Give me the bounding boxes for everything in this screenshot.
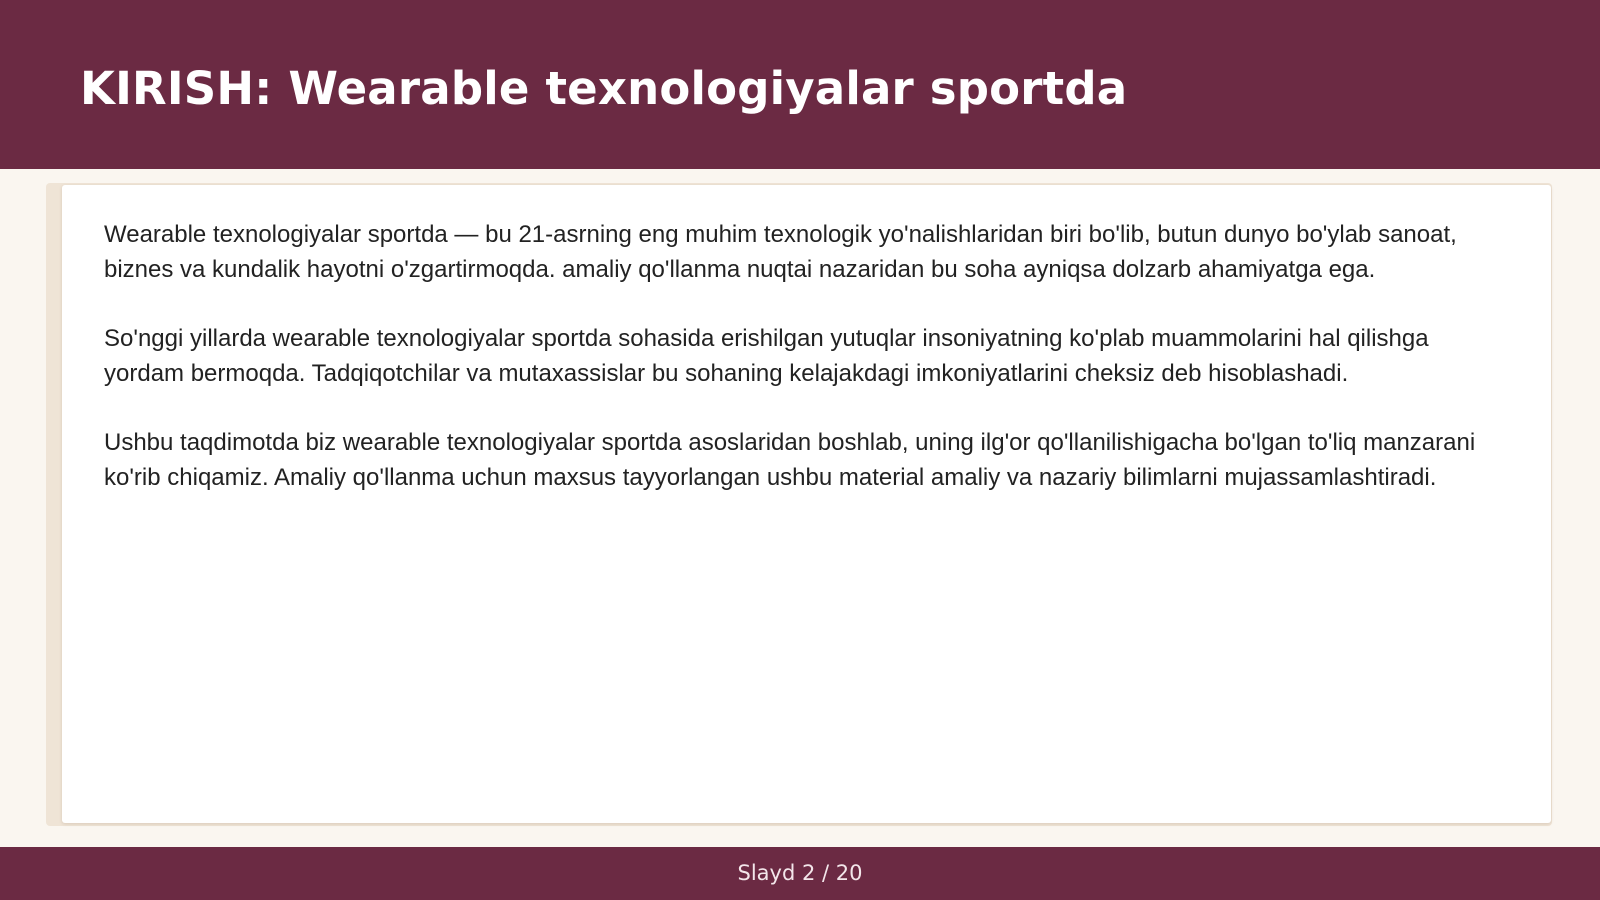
slide-header	[0, 0, 1600, 169]
content-card	[62, 185, 1551, 823]
paragraph-overview: Ushbu taqdimotda biz wearable texnologiyalar sportda asoslaridan boshlab, uning ilg'or qo'llanilishigacha bo'lgan to'liq manzarani ko'rib chiqamiz. Amaliy qo'llanma uchun maxsus tayyorlangan ushbu material amaliy va nazariy bilimlarni mujassamlashtiradi.	[104, 429, 1476, 491]
slide-counter: Slayd 2 / 20	[737, 861, 863, 885]
slide-footer	[0, 847, 1600, 900]
paragraph-achievements: So'nggi yillarda wearable texnologiyalar sportda sohasida erishilgan yutuqlar insoniyatning ko'plab muammolarini hal qilishga yordam bermoqda. Tadqiqotchilar va mutaxassislar bu sohaning kelajakdagi imkoniyatlarini cheksiz deb hisoblashadi.	[104, 325, 1429, 387]
slide-title: KIRISH: Wearable texnologiyalar sportda	[80, 62, 1128, 115]
paragraph-intro: Wearable texnologiyalar sportda — bu 21-asrning eng muhim texnologik yo'nalishlaridan biri bo'lib, butun dunyo bo'ylab sanoat, biznes va kundalik hayotni o'zgartirmoqda. amaliy qo'llanma nuqtai nazaridan bu soha ayniqsa dolzarb ahamiyatga ega.	[104, 221, 1457, 283]
